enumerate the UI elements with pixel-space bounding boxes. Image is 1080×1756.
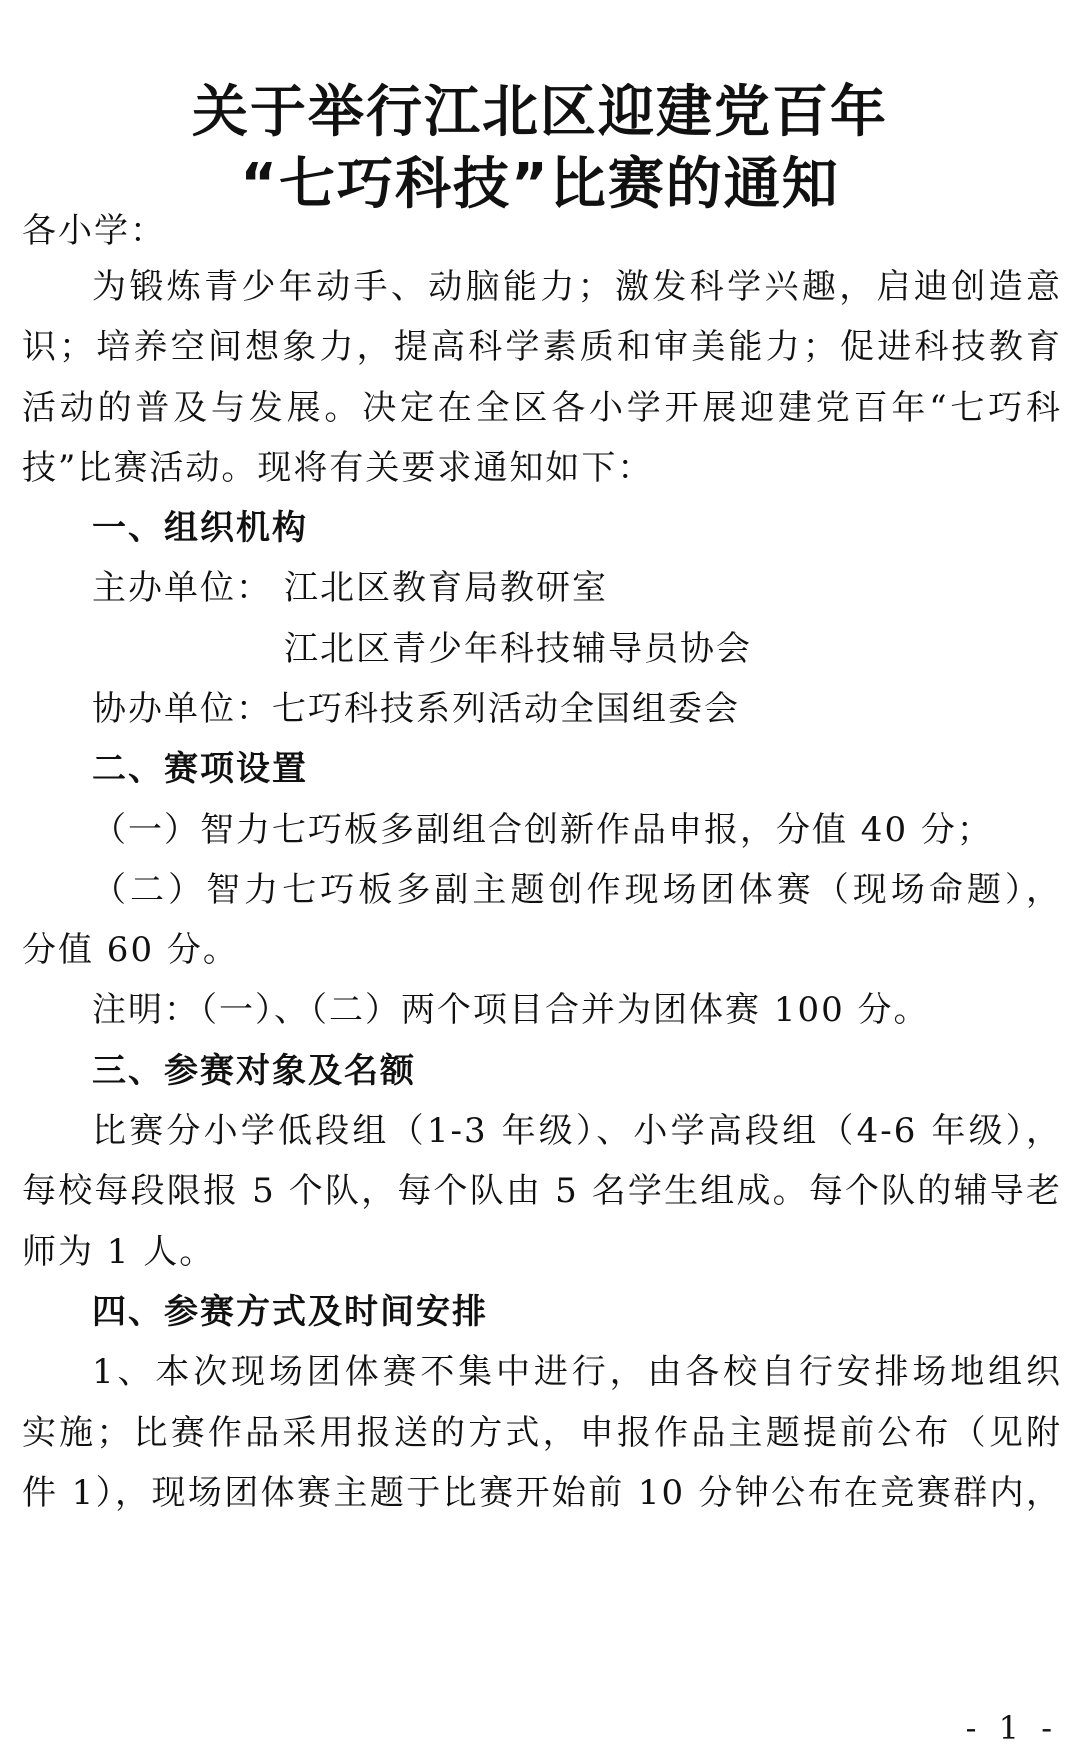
section-4-line: 件 1），现场团体赛主题于比赛开始前 10 分钟公布在竞赛群内，	[22, 1473, 1062, 1513]
section-3-line: 师为 1 人。	[22, 1232, 216, 1272]
section-2-heading: 二、赛项设置	[92, 749, 308, 789]
page-number: - 1 -	[965, 1709, 1058, 1747]
intro-line: 为锻炼青少年动手、动脑能力；激发科学兴趣，启迪创造意	[92, 267, 1062, 307]
intro-line: 识；培养空间想象力，提高科学素质和审美能力；促进科技教育	[22, 327, 1062, 367]
section-1-heading: 一、组织机构	[92, 508, 308, 548]
document-title-line-1: 关于举行江北区迎建党百年	[192, 80, 888, 145]
document-title-line-2: “七巧科技”比赛的通知	[240, 152, 840, 217]
section-3-heading: 三、参赛对象及名额	[92, 1051, 416, 1091]
intro-line: 技”比赛活动。现将有关要求通知如下：	[22, 448, 654, 488]
organizer-1: 江北区教育局教研室	[284, 568, 608, 608]
section-3-line: 比赛分小学低段组（1-3 年级）、小学高段组（4-6 年级），	[92, 1111, 1062, 1151]
event-note: 注明：（一）、（二）两个项目合并为团体赛 100 分。	[92, 990, 930, 1030]
section-4-line: 实施；比赛作品采用报送的方式，申报作品主题提前公布（见附	[22, 1413, 1062, 1453]
section-4-line: 1、本次现场团体赛不集中进行，由各校自行安排场地组织	[92, 1352, 1062, 1392]
event-item-2-cont: 分值 60 分。	[22, 930, 239, 970]
co-organizer: 协办单位：七巧科技系列活动全国组委会	[92, 689, 740, 729]
intro-line: 活动的普及与发展。决定在全区各小学开展迎建党百年“七巧科	[22, 388, 1062, 428]
organizer-label: 主办单位：	[92, 568, 272, 608]
section-4-heading: 四、参赛方式及时间安排	[92, 1292, 488, 1332]
event-item-1: （一）智力七巧板多副组合创新作品申报，分值 40 分；	[92, 810, 993, 850]
section-3-line: 每校每段限报 5 个队，每个队由 5 名学生组成。每个队的辅导老	[22, 1171, 1062, 1211]
event-item-2: （二）智力七巧板多副主题创作现场团体赛（现场命题），	[92, 870, 1062, 910]
salutation: 各小学：	[22, 211, 166, 251]
organizer-2: 江北区青少年科技辅导员协会	[284, 629, 752, 669]
